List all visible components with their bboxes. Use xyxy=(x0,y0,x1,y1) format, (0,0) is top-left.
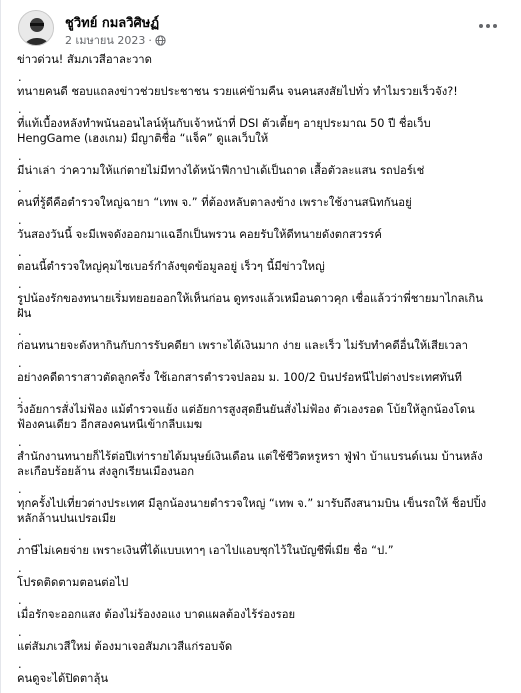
post-paragraph: ทนายคนดี ชอบแถลงข่าวช่วยประชาชน รวยแค่ข้ามคืน จนคนสงสัยไปทั่ว ทำไมรวยเร็วจัง?! xyxy=(17,85,458,98)
post-paragraph: ข่าวด่วน! สัมภเวสีอาละวาด xyxy=(17,53,152,66)
post-paragraph: คนดูจะได้ปิดตาลุ้น xyxy=(17,672,109,685)
post-paragraph: แต่สัมภเวสีใหม่ ต้องมาเจอสัมภเวสีแก่รอบจัด xyxy=(17,640,233,653)
post-paragraph: ที่แท้เบื้องหลังทำพนันออนไลน์หุ้นกับเจ้าหน้าที่ DSI ตัวเตี้ยๆ อายุประมาณ 50 ปี ชื่อเว็บ HengGame (เฮงเกม) มีญาติชื่อ “แจ็ค” ดูแลเว็บให้ xyxy=(17,117,431,145)
post-paragraph: วันสองวันนี้ จะมีเพจดังออกมาแฉอีกเป็นพรวน คอยรับให้ดีทนายดังตกสวรรค์ xyxy=(17,228,382,241)
dot-separator: . xyxy=(18,483,22,496)
dot-separator: . xyxy=(18,389,22,402)
post-header xyxy=(13,0,509,52)
post-paragraph: ก่อนทนายจะดังหากินกับการรับคดียา เพราะได้เงินมาก ง่าย และเร็ว ไม่รับทำคดีอื่นให้เสียเวลา xyxy=(17,339,469,352)
dot-separator: . xyxy=(18,246,22,259)
dot-separator: . xyxy=(18,214,22,227)
dot-separator: . xyxy=(18,562,22,575)
dot-separator: . xyxy=(18,436,22,449)
post-paragraph: รูปน้องรักของทนายเริ่มทยอยออกให้เห็นก่อน ดูทรงแล้วเหมือนดาวคุก เชื่อแล้วว่าพี่ชายมาไกลเกินฝัน xyxy=(17,292,483,320)
dot-separator: . xyxy=(18,594,22,607)
globe-icon[interactable] xyxy=(155,35,166,46)
avatar-photo-icon xyxy=(19,11,54,46)
dot-separator: . xyxy=(18,71,22,84)
author-name[interactable]: ชูวิทย์ กมลวิศิษฏ์ xyxy=(65,16,160,31)
post-paragraph: ทุกครั้งไปเที่ยวต่างประเทศ มีลูกน้องนายตำรวจใหญ่ “เทพ จ.” มารับถึงสนามบิน เข็นรถให้ ช็อปปิ้งหลักล้านปนเปรอเมีย xyxy=(17,497,487,525)
post-date[interactable]: 2 เมษายน 2023 xyxy=(65,34,146,47)
post-paragraph: โปรดติดตามตอนต่อไป xyxy=(17,576,129,589)
dot-separator: . xyxy=(18,278,22,291)
post-paragraph: เมื่อรักจะออกแสง ต้องไม่ร้องงอแง บาดแผลต้องไร้ร่องรอย xyxy=(17,608,296,621)
dot-separator: . xyxy=(18,357,22,370)
avatar[interactable] xyxy=(18,10,54,46)
dot-separator: . xyxy=(18,182,22,195)
dot-separator: . xyxy=(18,658,22,671)
post-paragraph: คนที่รู้ดีคือตำรวจใหญ่ฉายา “เทพ จ.” ที่ต้องหลับตาลงข้าง เพราะใช้งานสนิทกันอยู่ xyxy=(17,196,412,209)
post-paragraph: มีน่าเล่า ว่าความให้แก่ตายไม่มีทางได้หน้าฟีกาป่าเด้เป็นถาด เสื้อตัวละแสน รถปอร์เช่ xyxy=(17,164,425,177)
post-paragraph: สำนักงานทนายก็ไร้ต่อปีเท่ารายได้มนุษย์เงินเดือน แต่ใช้ชีวิตหรูหรา ฟู่ฟ่า บ้าแบรนด์เนม บ้านหลังละเกือบร้อยล้าน ส่งลูกเรียนเมืองนอก xyxy=(17,450,483,478)
dot-separator: . xyxy=(18,325,22,338)
post-meta xyxy=(65,31,166,49)
post-paragraph: ตอนนี้ตำรวจใหญ่คุมไซเบอร์กำลังขุดข้อมูลอยู่ เร็วๆ นี้มีข่าวใหญ่ xyxy=(17,260,325,273)
dot-separator: . xyxy=(18,626,22,639)
meta-separator: · xyxy=(148,33,152,47)
post-paragraph: อย่างคดีดาราสาวตัดลูกครึ่ง ใช้เอกสารตำรวจปลอม ม. 100/2 บินปร๋อหนีไปต่างประเทศทันที xyxy=(17,371,462,384)
post-text xyxy=(13,52,509,686)
dot-separator: . xyxy=(18,150,22,163)
post-paragraph: วิ่งอัยการสั่งไม่ฟ้อง แม้ตำรวจแย้ง แต่อัยการสูงสุดยืนยันสั่งไม่ฟ้อง ตัวเองรอด โบ้ยให้ลูกน้องโดนฟ้องคนเดียว อีกสองคนหนีเข้ากลีบเมฆ xyxy=(17,403,475,431)
more-options-icon[interactable] xyxy=(477,18,499,34)
post-paragraph: ภาษีไม่เคยจ่าย เพราะเงินที่ได้แบบเทาๆ เอาไปแอบซุกไว้ในบัญชีพี่เมีย ชื่อ “ป.” xyxy=(17,544,394,557)
dot-separator: . xyxy=(18,530,22,543)
dot-separator: . xyxy=(18,103,22,116)
